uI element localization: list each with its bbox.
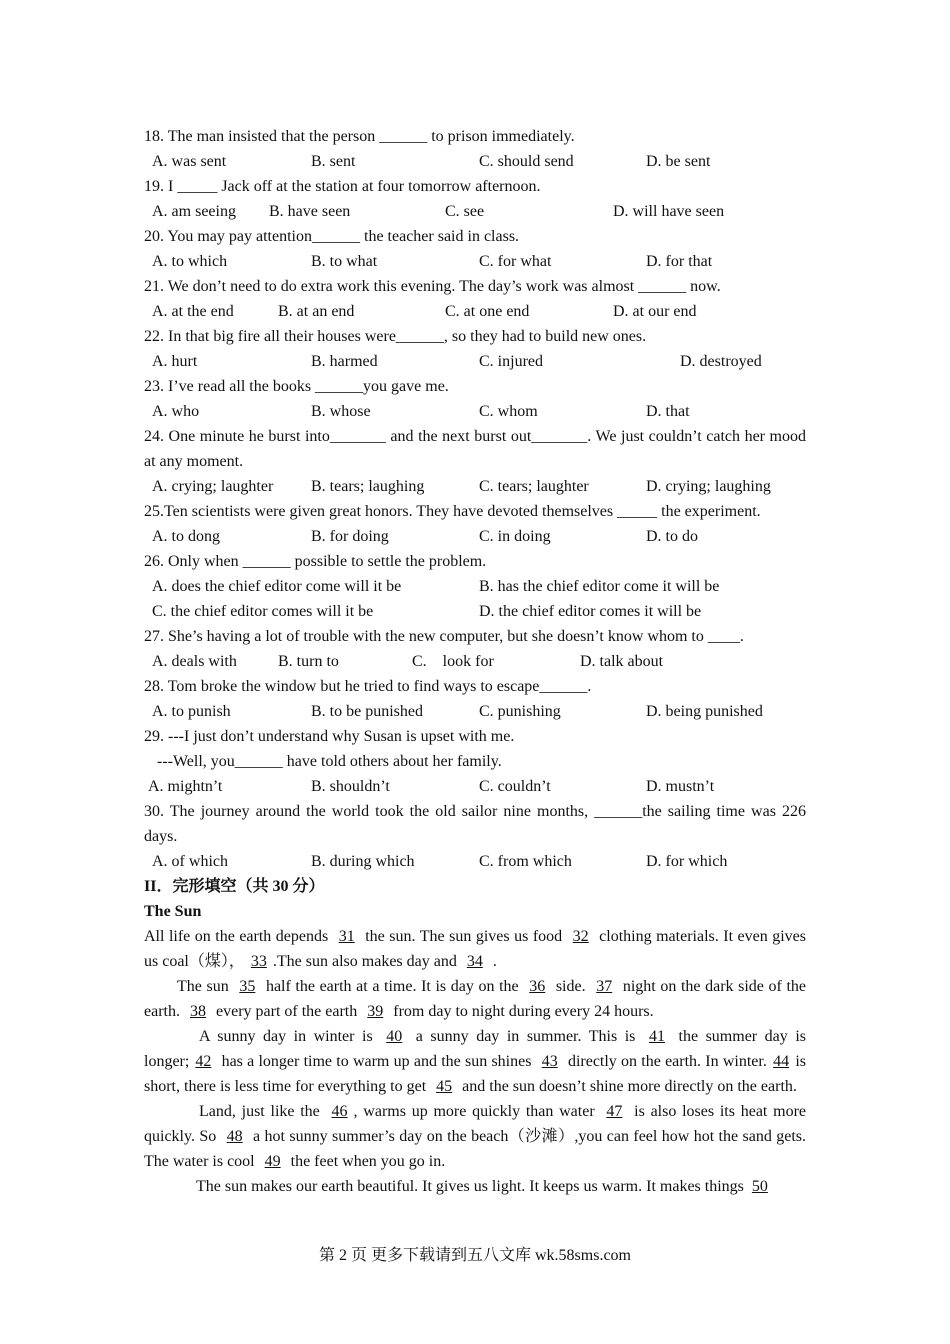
passage-text: side.	[551, 978, 591, 995]
blank-41: 41	[648, 1028, 665, 1045]
question-20-options	[144, 249, 806, 274]
blank-48: 48	[226, 1128, 243, 1145]
option-c: C. whom	[479, 403, 538, 420]
option-b: B. turn to	[278, 653, 339, 670]
blank-33: 33	[250, 953, 267, 970]
passage-text: .The sun also makes day and	[272, 953, 461, 970]
passage-text: is also loses its heat more quickly. So	[144, 1103, 806, 1145]
option-a: A. mightn’t	[148, 778, 223, 795]
option-a: A. to which	[152, 253, 228, 270]
question-24-options	[144, 474, 806, 499]
blank-42: 42	[195, 1053, 212, 1070]
passage-text: directly on the earth. In winter.	[563, 1053, 772, 1070]
question-24-stem: 24. One minute he burst into_______ and the next burst out_______. We just couldn’t catch her mood at any moment.	[144, 428, 806, 470]
option-c: C. at one end	[445, 303, 530, 320]
option-c: C. punishing	[479, 703, 561, 720]
passage-paragraph-3	[144, 1024, 806, 1099]
passage-text: half the earth at a time. It is day on the	[261, 978, 524, 995]
passage-text: clothing materials. It even gives us coal（煤），	[144, 928, 807, 970]
option-b: B. whose	[311, 403, 371, 420]
question-22-stem: 22. In that big fire all their houses were______, so they had to build new ones.	[144, 328, 647, 345]
option-c: C. couldn’t	[479, 778, 551, 795]
question-27-stem: 27. She’s having a lot of trouble with the new computer, but she doesn’t know whom to ____.	[144, 628, 744, 645]
option-c: C. the chief editor comes will it be	[152, 603, 374, 620]
option-b: B. for doing	[311, 528, 389, 545]
question-19-stem: 19. I _____ Jack off at the station at four tomorrow afternoon.	[144, 178, 541, 195]
option-a: A. hurt	[152, 353, 198, 370]
blank-43: 43	[541, 1053, 558, 1070]
passage-text: and the sun doesn’t shine more directly on the earth.	[458, 1078, 797, 1095]
section-heading: II．完形填空（共 30 分）	[144, 878, 325, 895]
question-26-stem: 26. Only when ______ possible to settle the problem.	[144, 553, 487, 570]
blank-35: 35	[239, 978, 256, 995]
option-b: B. sent	[311, 153, 356, 170]
question-29-stem: 29. ---I just don’t understand why Susan is upset with me.	[144, 728, 515, 745]
passage-paragraph-5	[144, 1174, 806, 1199]
option-b: B. has the chief editor come it will be	[479, 578, 720, 595]
passage-text: night on the dark side of the earth.	[144, 978, 806, 1020]
page-footer: 第 2 页 更多下载请到五八文库 wk.58sms.com	[318, 1247, 631, 1264]
option-d: D. being punished	[646, 703, 763, 720]
option-b: B. at an end	[278, 303, 355, 320]
option-d: D. destroyed	[680, 353, 762, 370]
passage-text: the sun. The sun gives us food	[360, 928, 567, 945]
question-26-options-cd	[144, 599, 806, 624]
option-a: A. does the chief editor come will it be	[152, 578, 402, 595]
passage-text: , warms up more quickly than water	[353, 1103, 601, 1120]
passage-text: from day to night during every 24 hours.	[389, 1003, 654, 1020]
option-a: A. who	[152, 403, 200, 420]
option-d: D. for which	[646, 853, 728, 870]
blank-38: 38	[189, 1003, 206, 1020]
blank-34: 34	[466, 953, 483, 970]
option-a: A. was sent	[152, 153, 227, 170]
blank-50: 50	[751, 1178, 768, 1195]
question-27-options	[144, 649, 806, 674]
option-d: D. to do	[646, 528, 698, 545]
option-a: A. to punish	[152, 703, 231, 720]
blank-47: 47	[606, 1103, 623, 1120]
blank-40: 40	[386, 1028, 403, 1045]
passage-text: is short, there is less time for everything to get	[144, 1053, 807, 1095]
option-a: A. of which	[152, 853, 228, 870]
option-d: D. mustn’t	[646, 778, 715, 795]
page-content	[144, 124, 806, 1199]
question-30-options	[144, 849, 806, 874]
blank-39: 39	[367, 1003, 384, 1020]
question-21-options	[144, 299, 806, 324]
option-d: D. be sent	[646, 153, 711, 170]
passage-text: a sunny day in summer. This is	[408, 1028, 643, 1045]
option-d: D. for that	[646, 253, 713, 270]
passage-text: The sun makes our earth beautiful. It gives us light. It keeps us warm. It makes things	[196, 1178, 748, 1195]
question-20-stem: 20. You may pay attention______ the teacher said in class.	[144, 228, 520, 245]
question-30-stem: 30. The journey around the world took the old sailor nine months, ______the sailing time was 226 days.	[144, 803, 806, 845]
option-c: C. see	[445, 203, 485, 220]
option-a: A. to dong	[152, 528, 220, 545]
passage-text: Land, just like the	[199, 1103, 326, 1120]
question-21-stem: 21. We don’t need to do extra work this evening. The day’s work was almost ______ now.	[144, 278, 721, 295]
option-a: A. deals with	[152, 653, 237, 670]
passage-text: the feet when you go in.	[286, 1153, 446, 1170]
option-c: C. injured	[479, 353, 543, 370]
question-29-reply: ---Well, you______ have told others about her family.	[157, 753, 502, 770]
passage-paragraph-1	[144, 924, 806, 974]
question-25-stem: 25.Ten scientists were given great honors. They have devoted themselves _____ the experiment.	[144, 503, 761, 520]
passage-text: All life on the earth depends	[144, 928, 333, 945]
blank-46: 46	[331, 1103, 348, 1120]
question-19-options	[144, 199, 806, 224]
option-a: A. at the end	[152, 303, 234, 320]
passage-text: has a longer time to warm up and the sun shines	[217, 1053, 536, 1070]
option-c: C. from which	[479, 853, 572, 870]
question-28-options	[144, 699, 806, 724]
blank-31: 31	[338, 928, 355, 945]
option-b: B. to what	[311, 253, 378, 270]
option-c: C. in doing	[479, 528, 551, 545]
option-b: B. during which	[311, 853, 415, 870]
passage-paragraph-2	[144, 974, 806, 1024]
option-c: C. for what	[479, 253, 552, 270]
option-c: C. tears; laughter	[479, 478, 589, 495]
passage-paragraph-4	[144, 1099, 806, 1174]
passage-text: .	[488, 953, 497, 970]
option-b: B. harmed	[311, 353, 378, 370]
question-23-stem: 23. I’ve read all the books ______you gave me.	[144, 378, 449, 395]
option-a: A. am seeing	[152, 203, 236, 220]
option-d: D. talk about	[580, 653, 664, 670]
question-23-options	[144, 399, 806, 424]
blank-44: 44	[773, 1053, 790, 1070]
passage-text: every part of the earth	[211, 1003, 362, 1020]
question-26-options-ab	[144, 574, 806, 599]
option-d: D. the chief editor comes it will be	[479, 603, 702, 620]
blank-36: 36	[529, 978, 546, 995]
question-18-options	[144, 149, 806, 174]
question-18-stem: 18. The man insisted that the person ______ to prison immediately.	[144, 128, 575, 145]
passage-text: The sun	[177, 978, 234, 995]
option-b: B. tears; laughing	[311, 478, 425, 495]
option-b: B. shouldn’t	[311, 778, 390, 795]
blank-45: 45	[436, 1078, 453, 1095]
question-28-stem: 28. Tom broke the window but he tried to find ways to escape______.	[144, 678, 592, 695]
question-29-options	[144, 774, 806, 799]
option-d: D. that	[646, 403, 690, 420]
option-d: D. at our end	[613, 303, 697, 320]
option-d: D. crying; laughing	[646, 478, 771, 495]
blank-37: 37	[596, 978, 613, 995]
question-25-options	[144, 524, 806, 549]
option-c: C. look for	[412, 653, 494, 670]
passage-text: A sunny day in winter is	[199, 1028, 381, 1045]
blank-32: 32	[572, 928, 589, 945]
blank-49: 49	[264, 1153, 281, 1170]
option-a: A. crying; laughter	[152, 478, 274, 495]
option-c: C. should send	[479, 153, 574, 170]
option-b: B. have seen	[269, 203, 351, 220]
option-b: B. to be punished	[311, 703, 423, 720]
option-d: D. will have seen	[613, 203, 725, 220]
question-22-options	[144, 349, 806, 374]
passage-title: The Sun	[144, 903, 202, 920]
passage-text: a hot sunny summer’s day on the beach（沙滩）,you can feel how hot the sand gets. The water is cool	[144, 1128, 806, 1170]
passage-text: the summer day is longer;	[144, 1028, 806, 1070]
